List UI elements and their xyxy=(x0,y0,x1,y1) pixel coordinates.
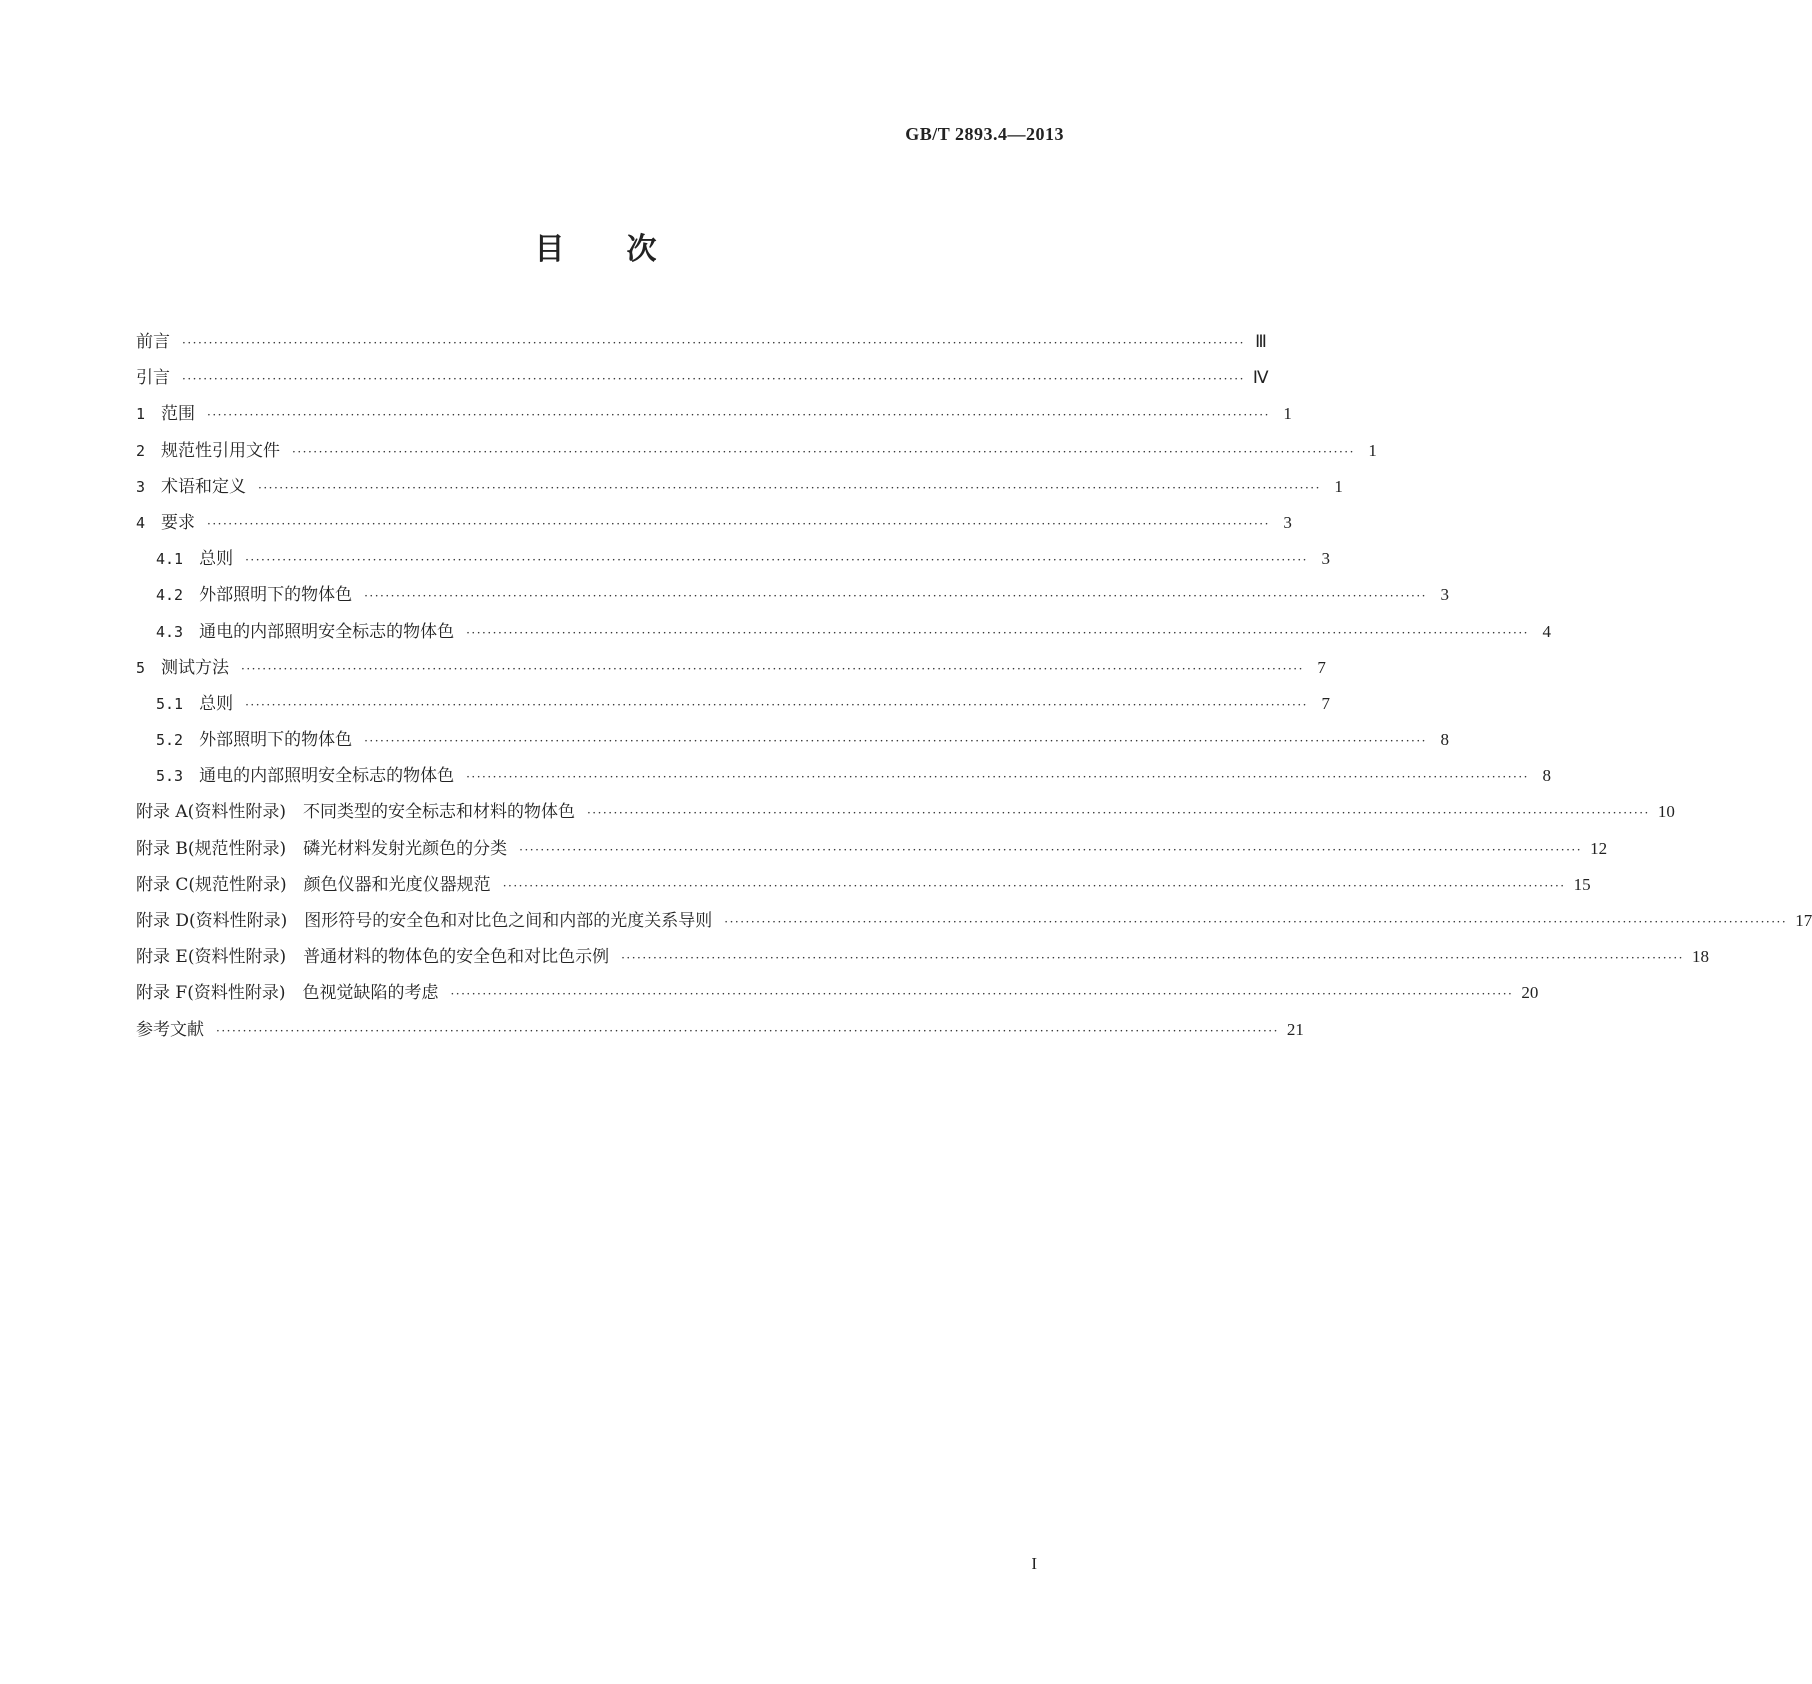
dot-leader: ········································································································································································································ xyxy=(724,915,1788,929)
toc-entry-label xyxy=(156,544,233,569)
toc-entry-number: 5 xyxy=(136,658,146,677)
dot-leader: ········································································································································································································ xyxy=(502,878,1566,893)
toc-entry-number: 5.1 xyxy=(156,694,184,713)
toc-entry-page: 8 xyxy=(1542,766,1551,786)
dot-leader: ········································································································································································································ xyxy=(182,372,1245,387)
dot-leader: ········································································································································································································ xyxy=(216,1023,1279,1038)
toc-entry-label xyxy=(136,834,507,859)
toc-entry[interactable] xyxy=(136,327,1267,363)
toc-entry-label xyxy=(136,978,438,1003)
dot-leader: ········································································································································································································ xyxy=(245,697,1308,712)
toc-entry[interactable] xyxy=(136,472,1343,508)
toc-entry-number: 4.1 xyxy=(156,550,184,569)
toc-entry-label xyxy=(136,436,280,461)
toc-entry[interactable] xyxy=(136,870,1591,906)
toc-entry-page: 1 xyxy=(1334,476,1343,496)
title-char: 目 xyxy=(534,232,565,267)
toc-entry-label xyxy=(136,399,195,424)
toc-entry-page: 15 xyxy=(1573,874,1591,894)
toc-entry-label xyxy=(156,617,454,642)
toc-entry-page: 8 xyxy=(1440,730,1449,750)
toc-entry-text: 附录 B(规范性附录) 磷光材料发射光颜色的分类 xyxy=(136,838,508,859)
toc-entry[interactable] xyxy=(136,797,1675,833)
toc-entry-label xyxy=(136,870,491,895)
standard-code: GB/T 2893.4—2013 xyxy=(905,124,1064,144)
toc-entry-number: 1 xyxy=(136,405,146,424)
toc-entry-text: 附录 E(资料性附录) 普通材料的物体色的安全色和对比色示例 xyxy=(136,947,610,968)
toc-entry[interactable] xyxy=(136,399,1292,435)
toc-entry-text: 附录 C(规范性附录) 颜色仪器和光度仪器规范 xyxy=(136,874,491,895)
toc-entry[interactable] xyxy=(136,363,1269,399)
toc-entry-text: 前言 xyxy=(136,332,170,352)
toc-entry[interactable] xyxy=(136,942,1709,978)
toc-entry[interactable] xyxy=(136,653,1326,689)
toc-entry[interactable] xyxy=(136,761,1551,797)
toc-entry-page: 21 xyxy=(1286,1019,1304,1039)
toc-entry-text: 总则 xyxy=(199,693,234,714)
toc-entry-page: 3 xyxy=(1283,512,1292,532)
toc-entry-text: 总则 xyxy=(199,549,234,570)
toc-entry-page: 1 xyxy=(1368,440,1377,460)
dot-leader: ········································································································································································································ xyxy=(466,625,1529,640)
toc-entry-page: 7 xyxy=(1321,693,1330,713)
dot-leader: ········································································································································································································ xyxy=(245,553,1308,568)
toc-entry-label xyxy=(136,653,229,678)
toc-entry-label xyxy=(136,472,246,497)
toc-entry-label xyxy=(156,725,352,750)
dot-leader: ········································································································································································································ xyxy=(364,589,1427,604)
toc-entry-text: 附录 F(资料性附录) 色视觉缺陷的考虑 xyxy=(136,983,439,1004)
toc-entry-label xyxy=(136,363,170,388)
toc-entry-text: 测试方法 xyxy=(161,657,230,678)
dot-leader: ········································································································································································································ xyxy=(258,480,1321,495)
toc-entry-page: 4 xyxy=(1542,621,1551,641)
dot-leader: ········································································································································································································ xyxy=(182,336,1245,350)
toc-entry-text: 要求 xyxy=(161,512,196,533)
toc-entry-number: 3 xyxy=(136,477,146,496)
toc-entry-number: 4.3 xyxy=(156,622,184,641)
toc-entry[interactable] xyxy=(136,1015,1304,1051)
toc-entry-label xyxy=(136,906,712,931)
toc-entry-text: 参考文献 xyxy=(136,1019,204,1040)
toc-entry[interactable] xyxy=(136,906,1812,942)
toc-entry-text: 外部照明下的物体色 xyxy=(199,585,353,606)
dot-leader: ········································································································································································································ xyxy=(292,444,1355,459)
page-title xyxy=(0,224,1191,268)
toc-entry[interactable] xyxy=(136,544,1330,580)
dot-leader: ········································································································································································································ xyxy=(207,516,1270,531)
toc-entry-page: 10 xyxy=(1657,802,1675,822)
toc-entry-page: 17 xyxy=(1795,911,1812,930)
dot-leader: ········································································································································································································ xyxy=(519,842,1583,857)
toc-entry-label xyxy=(156,761,454,786)
toc-entry[interactable] xyxy=(136,617,1551,653)
toc-entry-number: 4.2 xyxy=(156,586,184,605)
dot-leader: ········································································································································································································ xyxy=(466,770,1529,785)
toc-entry-number: 4 xyxy=(136,513,146,532)
toc-entry-label xyxy=(156,580,352,605)
dot-leader: ········································································································································································································ xyxy=(207,408,1270,423)
toc-entry-label xyxy=(136,797,575,822)
page-number: I xyxy=(1031,1554,1037,1573)
toc-entry[interactable] xyxy=(136,689,1330,725)
toc-entry-text: 规范性引用文件 xyxy=(161,440,281,461)
dot-leader: ········································································································································································································ xyxy=(621,951,1684,966)
toc-entry-page: 12 xyxy=(1590,838,1608,858)
toc-entry-page: 20 xyxy=(1521,983,1539,1003)
table-of-contents xyxy=(136,327,1812,1051)
toc-entry-page: Ⅲ xyxy=(1255,332,1267,351)
toc-entry-page: 3 xyxy=(1321,549,1330,569)
toc-entry-text: 通电的内部照明安全标志的物体色 xyxy=(199,766,455,787)
toc-entry-text: 引言 xyxy=(136,368,170,389)
toc-entry-page: 1 xyxy=(1283,404,1292,424)
dot-leader: ········································································································································································································ xyxy=(364,734,1427,749)
toc-entry-page: Ⅳ xyxy=(1252,368,1269,388)
toc-entry-page: 7 xyxy=(1317,657,1326,677)
toc-entry-text: 附录 A(资料性附录) 不同类型的安全标志和材料的物体色 xyxy=(136,802,575,823)
toc-entry-page: 18 xyxy=(1691,947,1709,967)
toc-entry-text: 通电的内部照明安全标志的物体色 xyxy=(199,621,455,642)
toc-entry-label xyxy=(136,942,609,967)
dot-leader: ········································································································································································································ xyxy=(586,806,1650,821)
toc-entry[interactable] xyxy=(136,978,1539,1014)
toc-entry-page: 3 xyxy=(1440,585,1449,605)
toc-entry-text: 外部照明下的物体色 xyxy=(199,730,353,751)
toc-entry-number: 2 xyxy=(136,441,146,460)
toc-entry-number: 5.2 xyxy=(156,731,184,750)
toc-entry[interactable] xyxy=(136,725,1449,761)
title-char: 次 xyxy=(626,232,657,267)
dot-leader: ········································································································································································································ xyxy=(450,987,1514,1002)
dot-leader: ········································································································································································································ xyxy=(241,661,1304,676)
toc-entry-label xyxy=(136,327,170,352)
toc-entry-label xyxy=(136,1015,204,1040)
toc-entry[interactable] xyxy=(136,508,1292,544)
toc-entry[interactable] xyxy=(136,580,1449,616)
toc-entry[interactable] xyxy=(136,436,1377,472)
toc-entry[interactable] xyxy=(136,834,1608,870)
toc-entry-number: 5.3 xyxy=(156,767,184,786)
toc-entry-text: 术语和定义 xyxy=(161,476,247,497)
toc-entry-text: 附录 D(资料性附录) 图形符号的安全色和对比色之间和内部的光度关系导则 xyxy=(136,911,713,931)
toc-entry-label xyxy=(136,508,195,533)
toc-entry-text: 范围 xyxy=(161,404,196,425)
toc-entry-label xyxy=(156,689,233,714)
